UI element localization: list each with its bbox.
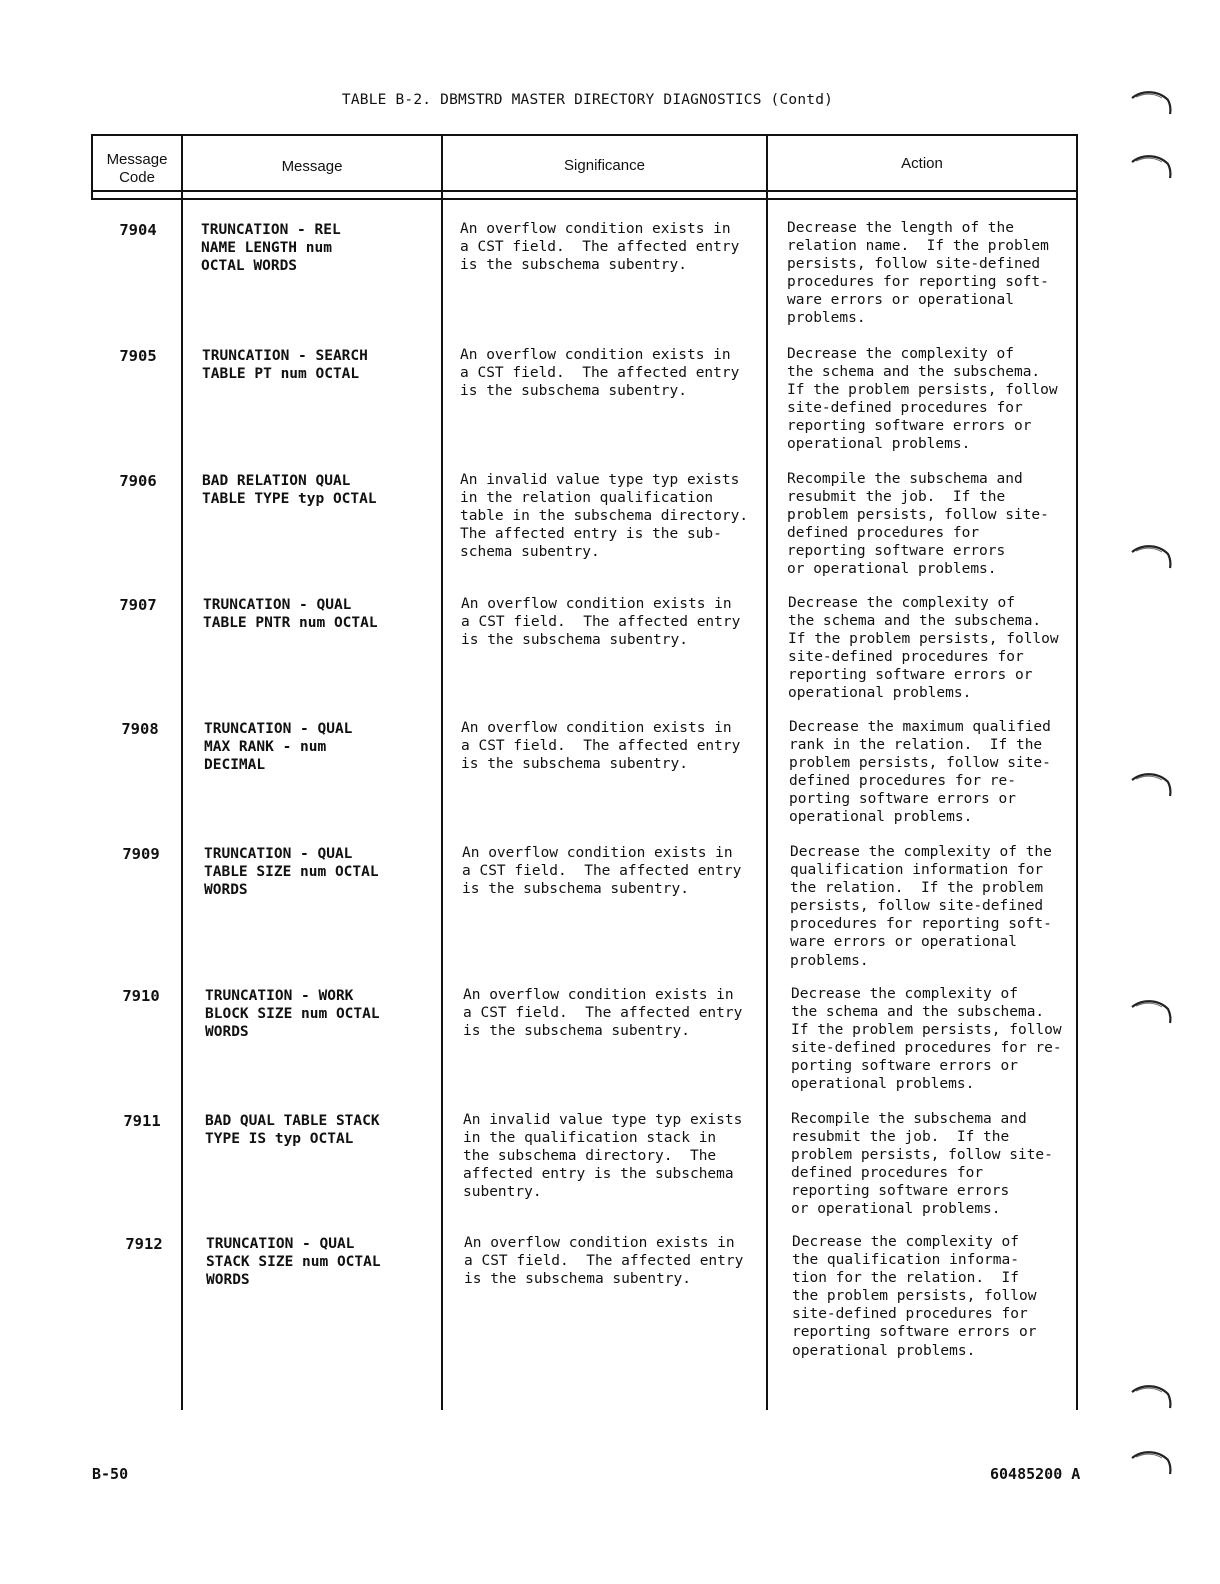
- row-code: 7912: [125, 1235, 163, 1253]
- page-number: B-50: [92, 1465, 129, 1483]
- row-significance: An overflow condition exists in a CST field. The affected entry is the subschema subentry.: [460, 347, 740, 400]
- binder-hole-icon: [1128, 768, 1174, 798]
- diagnostics-table: [91, 128, 1078, 1410]
- row-action: Decrease the maximum qualified rank in the relation. If the problem persists, follow site- defined procedures for re- porting software errors or operational problems.: [789, 719, 1051, 826]
- row-message: TRUNCATION - QUAL MAX RANK - num DECIMAL: [204, 721, 353, 774]
- table-top-border: [91, 134, 1078, 136]
- column-divider-3: [766, 134, 768, 1410]
- row-code: 7911: [123, 1112, 161, 1130]
- row-significance: An overflow condition exists in a CST field. The affected entry is the subschema subentry.: [461, 596, 741, 649]
- column-divider-2: [441, 134, 443, 1410]
- row-action: Decrease the complexity of the schema and the subschema. If the problem persists, follow site-defined procedures for reporting software errors or operational problems.: [788, 595, 1059, 702]
- row-action: Recompile the subschema and resubmit the job. If the problem persists, follow site- defined procedures for reporting software errors or operational problems.: [787, 471, 1049, 578]
- table-right-border: [1076, 134, 1078, 1410]
- binder-hole-icon: [1128, 540, 1174, 570]
- binder-hole-icon: [1128, 995, 1174, 1025]
- header-message-code: Message Code: [106, 151, 168, 186]
- header-rule: [91, 190, 1078, 192]
- row-message: TRUNCATION - QUAL STACK SIZE num OCTAL WORDS: [206, 1236, 381, 1289]
- row-significance: An invalid value type typ exists in the relation qualification table in the subschema directory. The affected entry is the sub- schema subentry.: [460, 472, 749, 561]
- row-message: BAD QUAL TABLE STACK TYPE IS typ OCTAL: [205, 1113, 380, 1148]
- table-title: TABLE B-2. DBMSTRD MASTER DIRECTORY DIAGNOSTICS (Contd): [341, 92, 834, 108]
- row-significance: An overflow condition exists in a CST field. The affected entry is the subschema subentry.: [461, 720, 741, 773]
- row-code: 7907: [119, 596, 157, 614]
- header-action: Action: [901, 155, 943, 172]
- row-action: Decrease the complexity of the schema and the subschema. If the problem persists, follow site-defined procedures for re- porting software errors or operational problems.: [791, 986, 1062, 1093]
- row-message: TRUNCATION - QUAL TABLE SIZE num OCTAL WORDS: [204, 846, 379, 899]
- row-code: 7909: [122, 845, 160, 863]
- row-significance: An overflow condition exists in a CST field. The affected entry is the subschema subentry.: [460, 221, 740, 274]
- header-significance: Significance: [564, 157, 645, 174]
- header-message: Message: [281, 158, 343, 175]
- row-message: TRUNCATION - REL NAME LENGTH num OCTAL WORDS: [201, 222, 341, 275]
- row-message: TRUNCATION - QUAL TABLE PNTR num OCTAL: [203, 597, 378, 632]
- row-action: Decrease the complexity of the schema and the subschema. If the problem persists, follow site-defined procedures for reporting software errors or operational problems.: [787, 346, 1058, 453]
- document-number: 60485200 A: [990, 1465, 1081, 1483]
- row-significance: An invalid value type typ exists in the qualification stack in the subschema directory. The affected entry is the subschema subentry.: [463, 1112, 743, 1201]
- column-divider-1: [181, 134, 183, 1410]
- binder-hole-icon: [1128, 1380, 1174, 1410]
- row-message: BAD RELATION QUAL TABLE TYPE typ OCTAL: [202, 473, 377, 508]
- row-code: 7908: [121, 720, 159, 738]
- row-action: Decrease the complexity of the qualification information for the relation. If the problem persists, follow site-defined procedures for reporting soft- ware errors or operational problems.: [790, 844, 1052, 969]
- row-code: 7905: [119, 347, 157, 365]
- row-significance: An overflow condition exists in a CST field. The affected entry is the subschema subentry.: [462, 845, 742, 898]
- row-action: Recompile the subschema and resubmit the job. If the problem persists, follow site- defined procedures for reporting software errors or operational problems.: [791, 1111, 1053, 1218]
- binder-hole-icon: [1128, 150, 1174, 180]
- binder-hole-icon: [1128, 86, 1174, 116]
- row-code: 7906: [119, 472, 157, 490]
- row-significance: An overflow condition exists in a CST field. The affected entry is the subschema subentry.: [463, 987, 743, 1040]
- row-code: 7910: [122, 987, 160, 1005]
- binder-hole-icon: [1128, 1446, 1174, 1476]
- row-action: Decrease the complexity of the qualification informa- tion for the relation. If the problem persists, follow site-defined procedures for reporting software errors or operational problems.: [792, 1234, 1037, 1359]
- row-significance: An overflow condition exists in a CST field. The affected entry is the subschema subentry.: [464, 1235, 744, 1288]
- row-message: TRUNCATION - WORK BLOCK SIZE num OCTAL WORDS: [205, 988, 380, 1041]
- header-rule-double: [91, 198, 1078, 200]
- row-action: Decrease the length of the relation name. If the problem persists, follow site-defined procedures for reporting soft- ware errors or operational problems.: [787, 220, 1049, 327]
- row-code: 7904: [119, 221, 157, 239]
- row-message: TRUNCATION - SEARCH TABLE PT num OCTAL: [202, 348, 368, 383]
